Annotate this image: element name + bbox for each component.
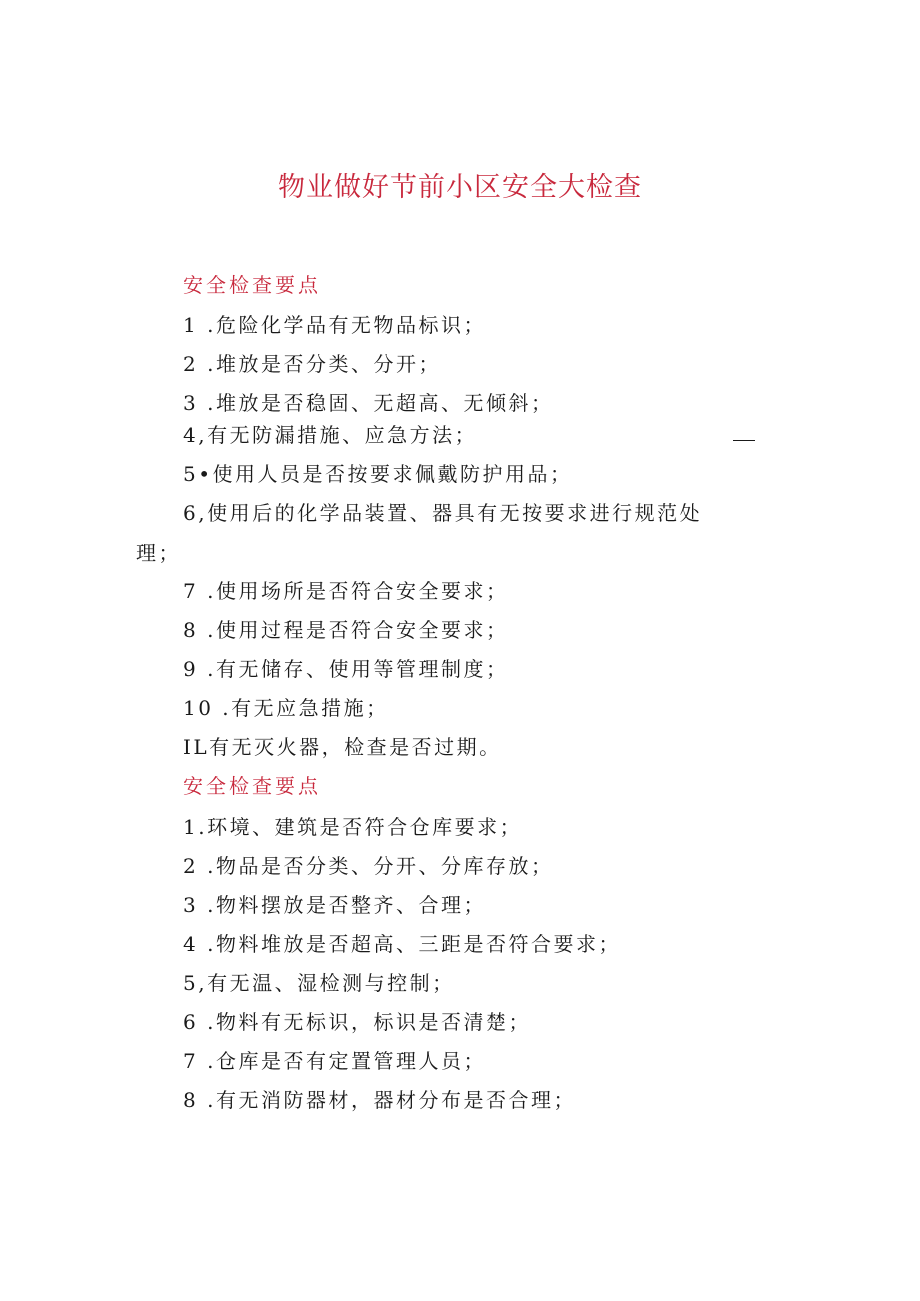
list-item: 2 .物品是否分类、分开、分库存放； [183, 854, 554, 878]
list-item: 4,有无防漏措施、应急方法； [183, 423, 478, 447]
dash-mark [733, 440, 755, 442]
list-item: IL有无灭火器，检查是否过期。 [183, 735, 502, 759]
list-item: 1 .危险化学品有无物品标识； [183, 313, 486, 337]
list-item: 10 .有无应急措施； [183, 696, 389, 720]
page-title: 物业做好节前小区安全大检查 [278, 172, 642, 203]
list-item: 6 .物料有无标识，标识是否清楚； [183, 1010, 531, 1034]
list-item: 6,使用后的化学品装置、器具有无按要求进行规范处 [183, 501, 703, 525]
section-heading-2: 安全检查要点 [183, 774, 321, 798]
list-item: 8 .有无消防器材，器材分布是否合理； [183, 1088, 576, 1112]
list-item: 5•使用人员是否按要求佩戴防护用品； [183, 462, 573, 486]
list-item: 4 .物料堆放是否超高、三距是否符合要求； [183, 932, 621, 956]
list-item: 8 .使用过程是否符合安全要求； [183, 618, 509, 642]
list-item: 7 .仓库是否有定置管理人员； [183, 1049, 486, 1073]
list-item: 1.环境、建筑是否符合仓库要求； [183, 815, 523, 839]
list-item-continuation: 理； [136, 541, 181, 565]
list-item: 9 .有无储存、使用等管理制度； [183, 657, 509, 681]
list-item: 7 .使用场所是否符合安全要求； [183, 579, 509, 603]
list-item: 5,有无温、湿检测与控制； [183, 971, 455, 995]
list-item: 2 .堆放是否分类、分开； [183, 352, 441, 376]
list-item: 3 .物料摆放是否整齐、合理； [183, 893, 486, 917]
list-item: 3 .堆放是否稳固、无超高、无倾斜； [183, 391, 554, 415]
section-heading-1: 安全检查要点 [183, 273, 321, 297]
